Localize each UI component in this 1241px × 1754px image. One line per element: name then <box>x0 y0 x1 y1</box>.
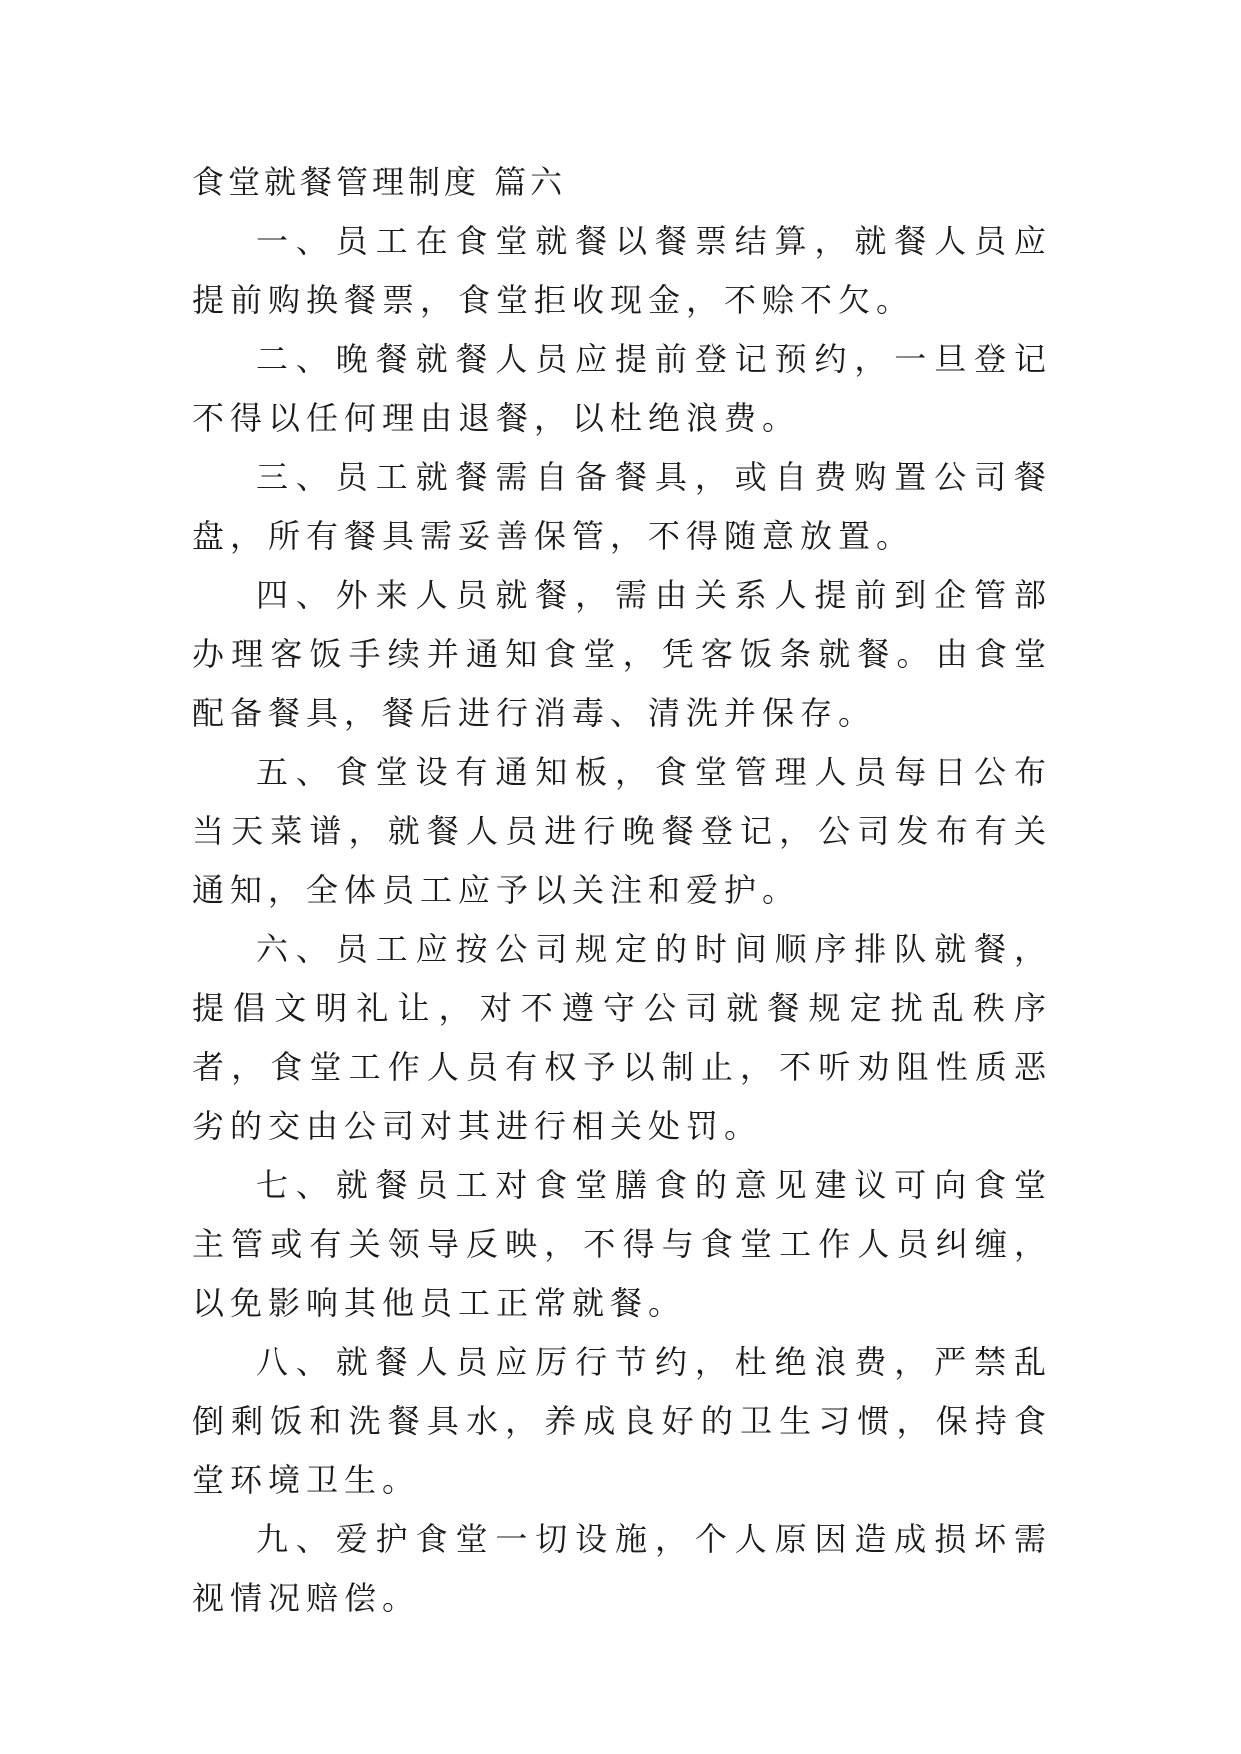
rule-paragraph-8: 八、就餐人员应厉行节约，杜绝浪费，严禁乱倒剩饭和洗餐具水，养成良好的卫生习惯，保持食堂环境卫生。 <box>192 1343 1052 1499</box>
rule-paragraph-4: 四、外来人员就餐，需由关系人提前到企管部办理客饭手续并通知食堂，凭客饭条就餐。由食堂配备餐具，餐后进行消毒、清洗并保存。 <box>192 576 1052 732</box>
rule-paragraph-2: 二、晚餐就餐人员应提前登记预约，一旦登记不得以任何理由退餐，以杜绝浪费。 <box>192 340 1052 437</box>
rule-paragraph-6: 六、员工应按公司规定的时间顺序排队就餐，提倡文明礼让，对不遵守公司就餐规定扰乱秩序者，食堂工作人员有权予以制止，不听劝阻性质恶劣的交由公司对其进行相关处罚。 <box>192 930 1052 1145</box>
rule-paragraph-3: 三、员工就餐需自备餐具，或自费购置公司餐盘，所有餐具需妥善保管，不得随意放置。 <box>192 458 1052 555</box>
rule-paragraph-5: 五、食堂设有通知板，食堂管理人员每日公布当天菜谱，就餐人员进行晚餐登记，公司发布有关通知，全体员工应予以关注和爱护。 <box>192 753 1052 909</box>
rule-paragraph-9: 九、爱护食堂一切设施，个人原因造成损坏需视情况赔偿。 <box>192 1520 1052 1617</box>
document-title: 食堂就餐管理制度 篇六 <box>192 163 567 201</box>
rule-paragraph-7: 七、就餐员工对食堂膳食的意见建议可向食堂主管或有关领导反映，不得与食堂工作人员纠缠，以免影响其他员工正常就餐。 <box>192 1166 1052 1322</box>
document-body <box>192 153 1052 1628</box>
rule-paragraph-1: 一、员工在食堂就餐以餐票结算，就餐人员应提前购换餐票，食堂拒收现金，不赊不欠。 <box>192 222 1052 319</box>
